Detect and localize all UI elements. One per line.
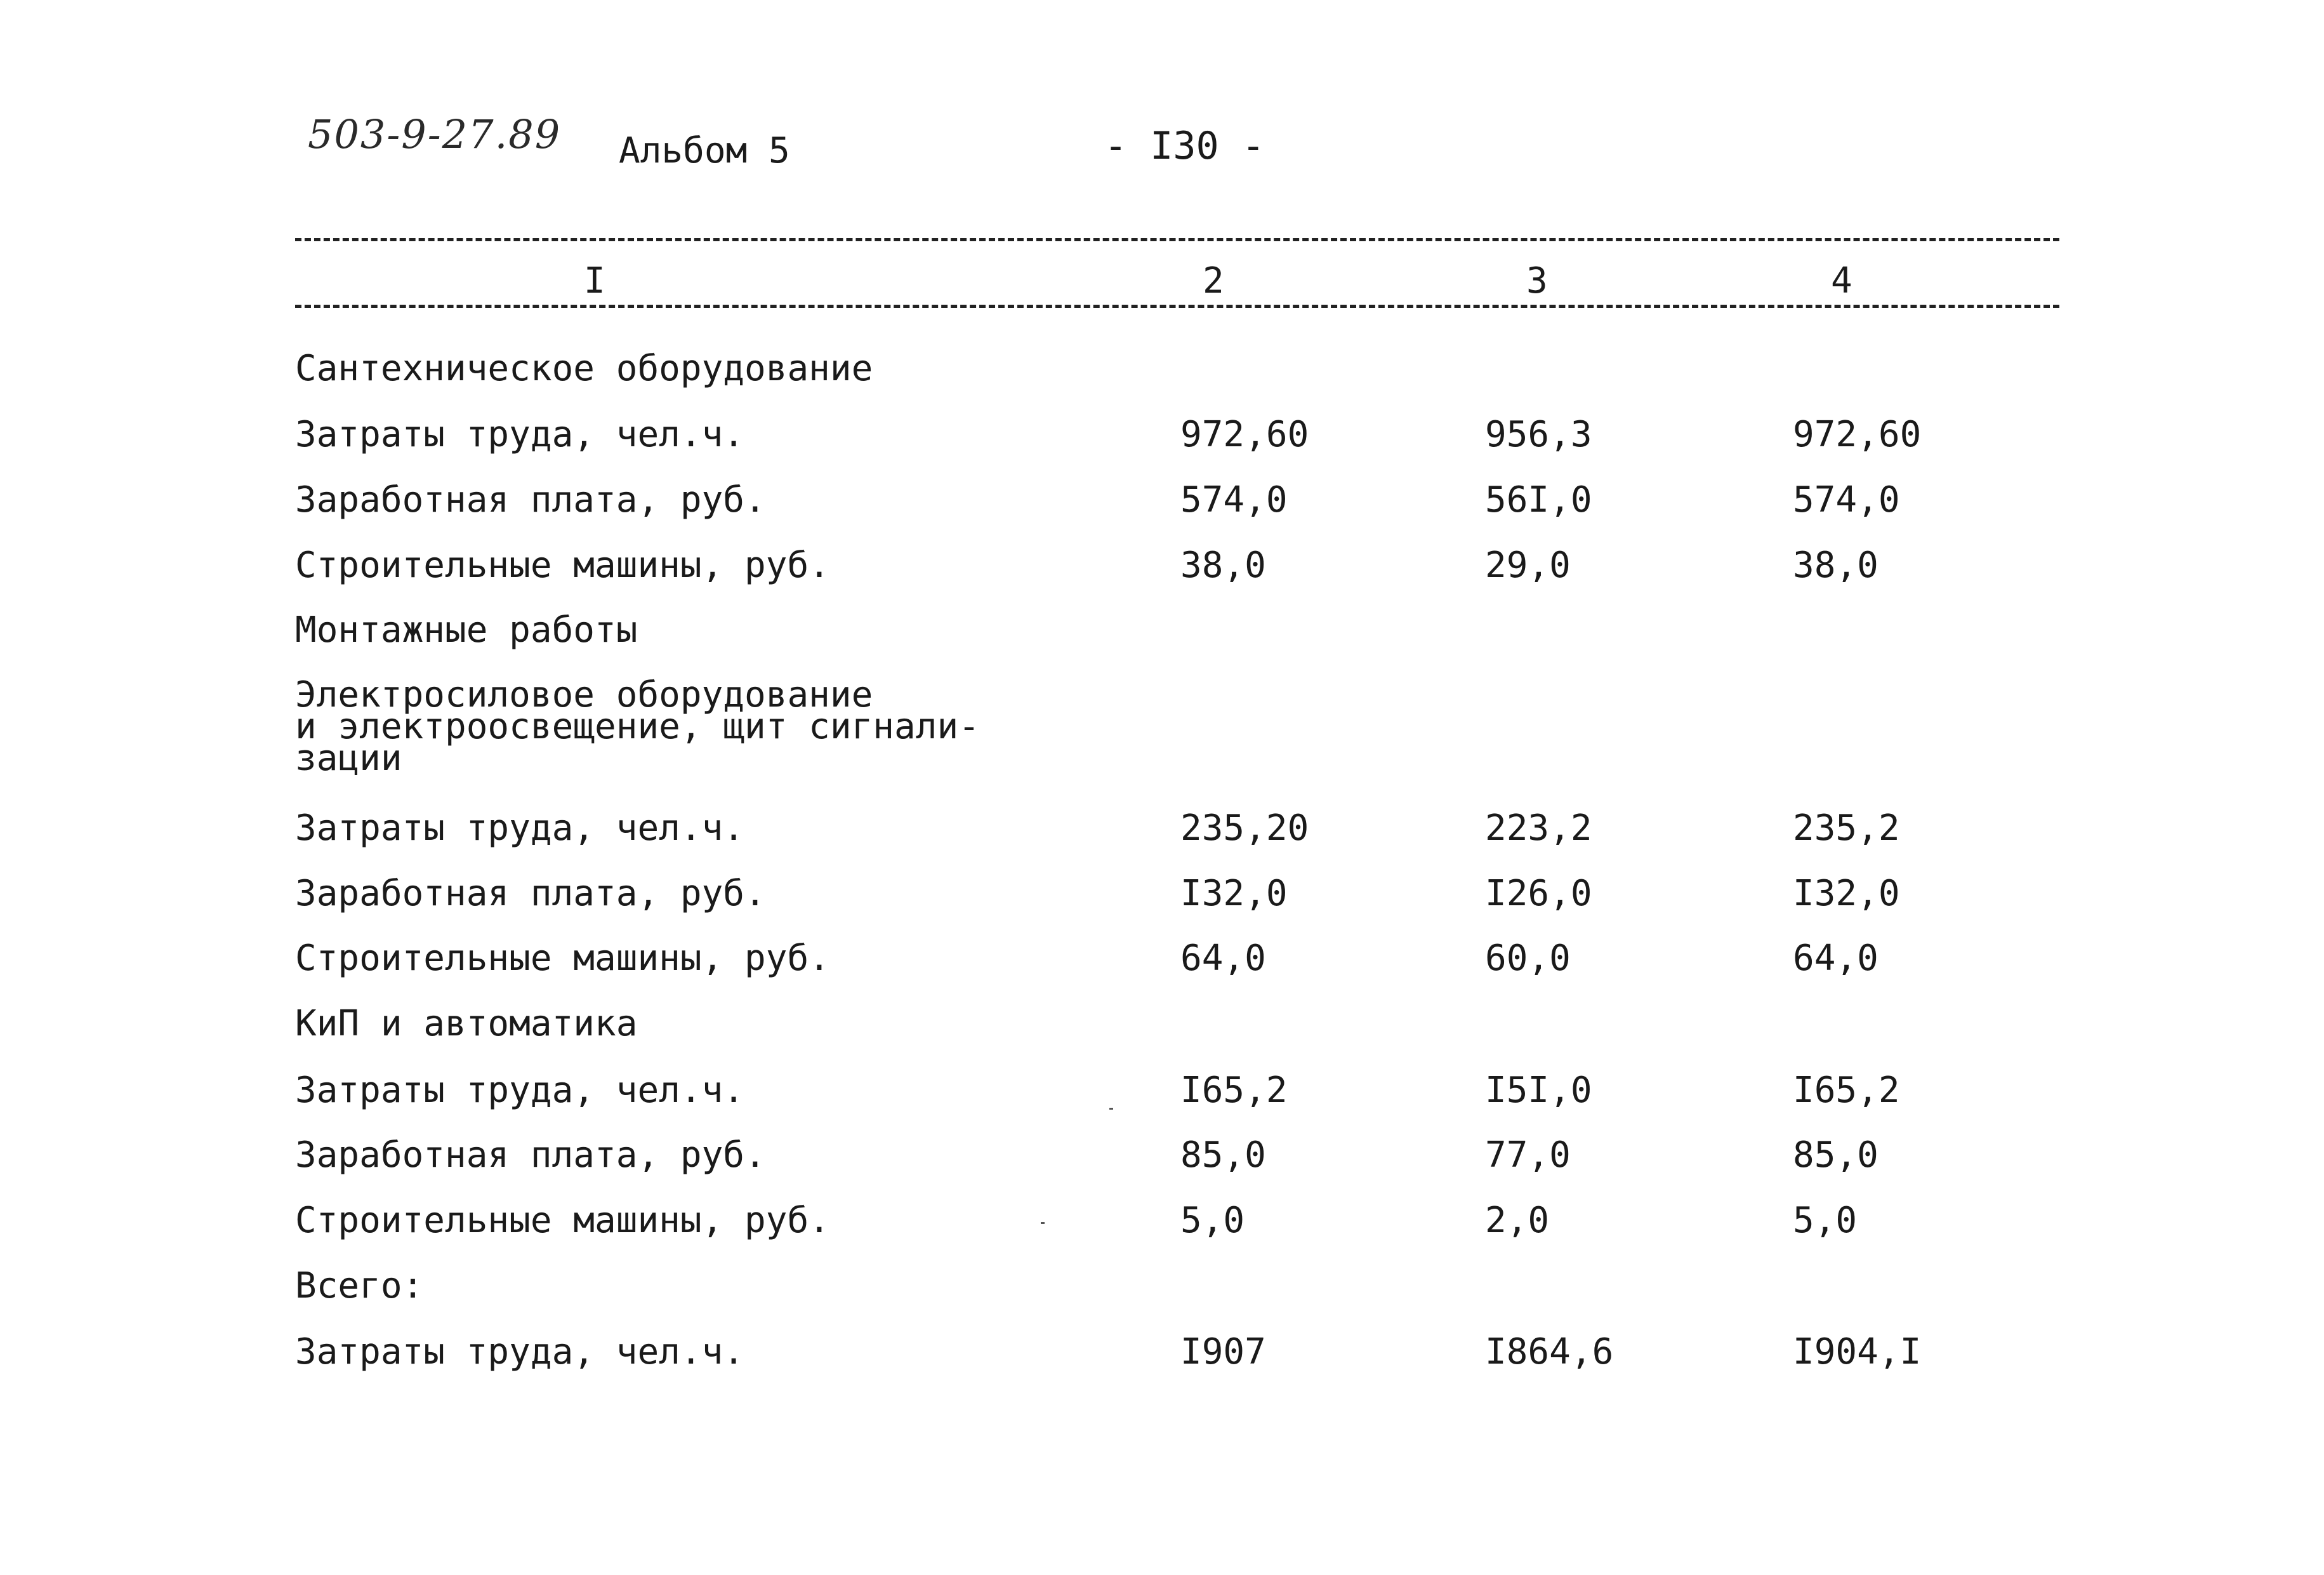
row-label: Затраты труда, чел.ч.: [295, 1070, 745, 1111]
row-label: Затраты труда, чел.ч.: [295, 807, 745, 849]
row-value-col3: 56I,0: [1485, 479, 1592, 521]
table-row: [0, 1070, 2324, 1120]
table-row: [0, 938, 2324, 988]
row-value-col3: I5I,0: [1485, 1070, 1592, 1111]
table-row: [0, 414, 2324, 465]
row-value-col3: 956,3: [1485, 414, 1592, 455]
table-row: [0, 873, 2324, 924]
row-value-col2: 5,0: [1180, 1200, 1245, 1241]
scan-speck: [1109, 1108, 1113, 1110]
table-row: [0, 545, 2324, 595]
row-label: Всего:: [295, 1265, 424, 1306]
row-value-col4: I65,2: [1793, 1070, 1900, 1111]
table-top-rule: [295, 238, 2059, 241]
album-label: Альбом 5: [619, 130, 790, 171]
table-row: [0, 348, 2324, 399]
row-label: Сантехническое оборудование: [295, 348, 873, 389]
row-value-col4: I32,0: [1793, 873, 1900, 914]
row-value-col2: I907: [1180, 1331, 1266, 1372]
table-row: [0, 1200, 2324, 1251]
column-header-2: 2: [1203, 260, 1224, 302]
row-value-col2: 64,0: [1180, 938, 1266, 979]
row-label: КиП и автоматика: [295, 1003, 638, 1044]
row-label: Строительные машины, руб.: [295, 1200, 830, 1241]
row-value-col3: 29,0: [1485, 545, 1571, 586]
row-label: Заработная плата, руб.: [295, 873, 766, 914]
row-label: Монтажные работы: [295, 609, 638, 651]
row-value-col4: I904,I: [1793, 1331, 1922, 1372]
column-header-1: I: [584, 260, 605, 302]
table-row: [0, 1003, 2324, 1054]
row-value-col2: 972,60: [1180, 414, 1309, 455]
row-value-col3: 223,2: [1485, 807, 1592, 849]
row-value-col3: 60,0: [1485, 938, 1571, 979]
row-label-multiline: Электросиловое оборудование и электроосвещение, щит сигнали- зации: [295, 674, 980, 779]
row-value-col4: 574,0: [1793, 479, 1900, 521]
table-row: [0, 807, 2324, 858]
row-value-col4: 235,2: [1793, 807, 1900, 849]
row-label: Заработная плата, руб.: [295, 1134, 766, 1176]
row-value-col2: I65,2: [1180, 1070, 1288, 1111]
row-value-col4: 5,0: [1793, 1200, 1858, 1241]
table-row: [0, 479, 2324, 530]
row-value-col2: 574,0: [1180, 479, 1288, 521]
row-value-col4: 85,0: [1793, 1134, 1878, 1176]
row-value-col2: I32,0: [1180, 873, 1288, 914]
row-value-col2: 38,0: [1180, 545, 1266, 586]
document-code-handwritten: 503-9-27.89: [308, 111, 562, 157]
row-value-col4: 64,0: [1793, 938, 1878, 979]
row-value-col4: 38,0: [1793, 545, 1878, 586]
row-label: Строительные машины, руб.: [295, 938, 830, 979]
row-value-col3: I864,6: [1485, 1331, 1614, 1372]
row-value-col4: 972,60: [1793, 414, 1922, 455]
row-value-col2: 85,0: [1180, 1134, 1266, 1176]
table-row: [0, 609, 2324, 660]
column-header-4: 4: [1831, 260, 1852, 302]
table-row: [0, 1134, 2324, 1185]
row-label: Строительные машины, руб.: [295, 545, 830, 586]
column-header-3: 3: [1526, 260, 1548, 302]
row-value-col3: 77,0: [1485, 1134, 1571, 1176]
scan-speck: [1041, 1222, 1045, 1224]
row-value-col3: I26,0: [1485, 873, 1592, 914]
row-value-col3: 2,0: [1485, 1200, 1550, 1241]
table-header-rule: [295, 305, 2059, 308]
row-label: Заработная плата, руб.: [295, 479, 766, 521]
table-row: [0, 1265, 2324, 1316]
table-row: [0, 1331, 2324, 1382]
page-number: - I30 -: [1104, 124, 1265, 168]
row-label: Затраты труда, чел.ч.: [295, 1331, 745, 1372]
row-value-col2: 235,20: [1180, 807, 1309, 849]
row-label: Затраты труда, чел.ч.: [295, 414, 745, 455]
